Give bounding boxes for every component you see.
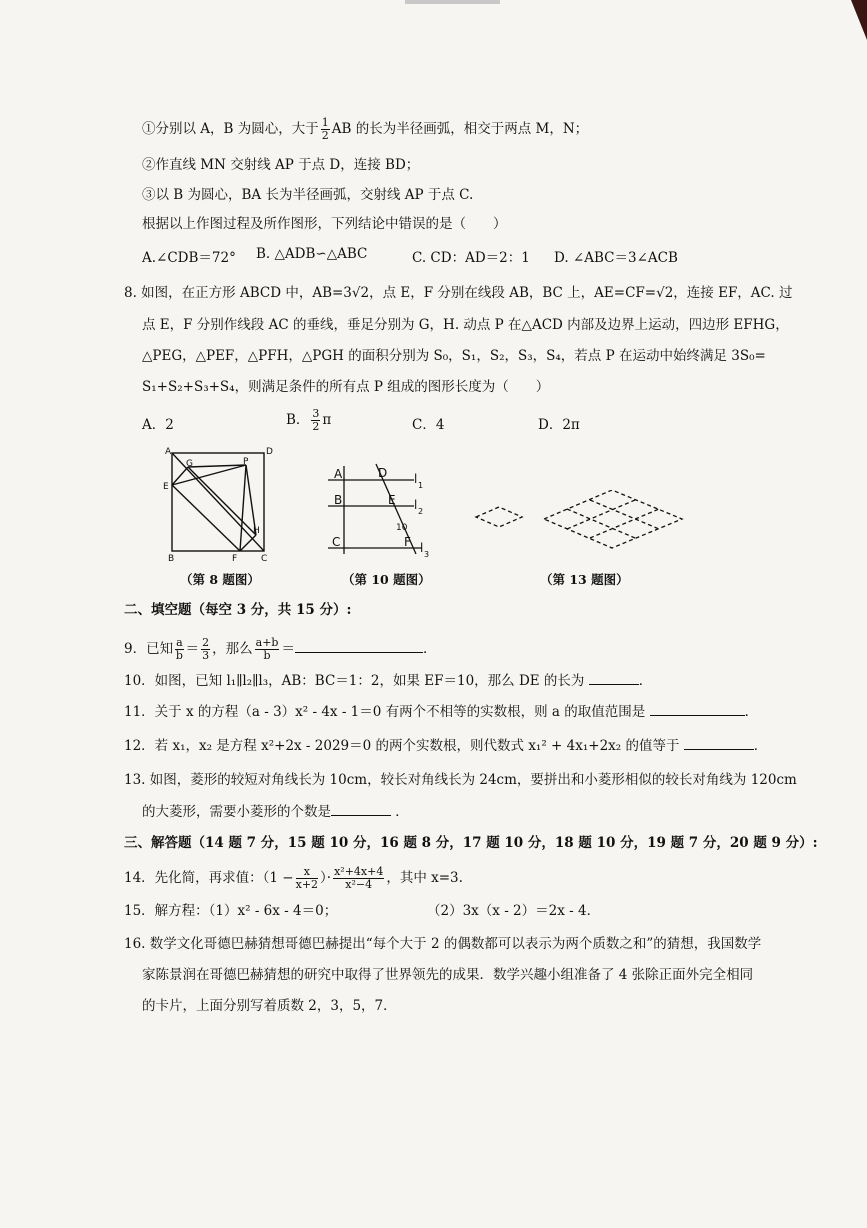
q8-option-c: C．4 [412,417,445,433]
fraction-quadratic [333,866,384,891]
q13-line2 [142,803,409,821]
sqrt-two: √2 [656,285,674,301]
answer-blank[interactable] [650,703,745,716]
label-d: D [266,447,273,457]
fraction-denominator: 2 [312,420,320,433]
period: ． [638,673,653,689]
q8-line1-c: ，连接 EF，AC. 过 [673,285,793,301]
q7-step1 [142,117,588,142]
fraction-denominator: x²−4 [345,878,373,891]
q7-option-d: D. ∠ABC＝3∠ACB [554,250,678,266]
q8-option-b-label: B． [286,412,310,428]
label-l3-sub: 3 [424,550,430,558]
fraction-denominator: x+2 [295,878,319,891]
scan-smudge [405,0,500,4]
label-l2-sub: 2 [418,507,424,516]
q7-step1-text: ①分别以 A，B 为圆心，大于 [142,121,319,137]
fraction-denominator: 3 [202,649,210,662]
q8-line3: △PEG，△PEF，△PFH，△PGH 的面积分别为 S₀，S₁，S₂，S₃，S₄，若点 P 在运动中始终满足 3S₀= [142,348,766,364]
label-l2: l [414,498,418,512]
page-corner-shadow [851,0,867,40]
q16-line2: 家陈景润在哥德巴赫猜想的研究中取得了世界领先的成果．数学兴趣小组准备了 4 张除正面外完全相同 [142,967,754,983]
segment-ef [172,485,240,551]
q15-part2: （2）3x（x - 2）＝2x - 4． [427,903,601,919]
figure-8-square [160,445,280,563]
q9-prefix: 9．已知 [124,641,174,657]
fraction-a-plus-b-over-b [255,637,280,662]
label-f: F [404,535,411,549]
label-f: F [232,554,238,563]
q9 [124,637,436,662]
q8-line1 [124,284,793,302]
section-2-heading: 二、填空题（每空 3 分，共 15 分）: [124,602,352,618]
q7-question: 根据以上作图过程及所作图形，下列结论中错误的是（ ） [142,216,507,232]
label-e: E [163,482,169,492]
label-b: B [168,554,175,563]
q7-option-b: B. △ADB∽△ABC [256,246,368,262]
label-a: A [165,447,172,457]
period: ． [395,804,409,820]
q13-line2-text: 的大菱形，需要小菱形的个数是 [142,804,331,820]
answer-blank[interactable] [684,737,754,750]
equals-sign: ＝ [281,641,295,657]
q13-line1: 13. 如图，菱形的较短对角线长为 10cm，较长对角线长为 24cm，要拼出和小菱形相似的较长对角线为 120cm [124,772,797,788]
fraction-numerator: 1 [321,116,329,129]
q7-option-a: A.∠CDB＝72° [142,250,236,266]
period: ． [753,738,768,754]
q7-step1-end: AB 的长为半径画弧，相交于两点 M，N； [331,121,589,137]
fraction-numerator: a [176,636,183,649]
label-l1-sub: 1 [418,481,424,490]
figure-13-rhombus [470,490,700,562]
segment-ph [246,465,256,535]
fraction-denominator: b [175,649,183,662]
label-e: E [388,493,396,507]
label-c: C [332,535,341,549]
q14-end: ，其中 x=3. [386,870,463,886]
segment-pf [240,465,246,551]
q7-step1-fraction [321,117,330,142]
q14-mid: ）· [320,870,332,886]
q9-mid: ，那么 [212,641,253,657]
q10-text: 10．如图，已知 l₁∥l₂∥l₃，AB：BC＝1：2，如果 EF＝10，那么 DE 的长为 [124,673,585,689]
fraction-numerator: 2 [202,636,210,649]
q14-prefix: 14．先化简，再求值：（1 − [124,870,294,886]
q8-option-d: D．2π [538,417,580,433]
q8-line1-b: ，点 E，F 分别在线段 AB，BC 上，AE=CF= [369,285,657,301]
figure-8-caption: （第 8 题图） [180,572,260,587]
fraction-numerator: x [296,866,318,879]
q7-option-c: C. CD：AD＝2：1 [412,250,530,266]
q8-line2: 点 E，F 分别作线段 AC 的垂线，垂足分别为 G，H. 动点 P 在△ACD 内部及边界上运动，四边形 EFHG， [142,317,789,333]
sqrt-two: √2 [351,285,370,301]
label-l1: l [414,472,418,486]
period: ． [744,704,759,720]
q8-option-b [286,408,331,433]
answer-blank[interactable] [295,640,423,653]
label-h: H [253,526,260,536]
answer-blank[interactable] [589,672,639,685]
large-rhombus [544,490,682,548]
q12-text: 12．若 x₁，x₂ 是方程 x²+2x - 2029＝0 的两个实数根，则代数式 x₁² + 4x₁+2x₂ 的值等于 [124,738,680,754]
q8-line4: S₁+S₂+S₃+S₄，则满足条件的所有点 P 组成的图形长度为（ ） [142,379,550,395]
label-a: A [334,467,343,481]
q14 [124,866,463,891]
label-l3: l [420,541,424,555]
fraction-numerator: a+b [255,636,279,649]
figure-10-parallel-lines [322,458,437,558]
q16-line3: 的卡片，上面分别写着质数 2，3，5，7． [142,998,397,1014]
q15-part1: 15．解方程：（1）x² - 6x - 4＝0； [124,903,338,919]
q8-line1-a: 8. 如图，在正方形 ABCD 中，AB=3 [124,285,352,301]
q7-step2: ②作直线 MN 交射线 AP 于点 D，连接 BD； [142,157,420,173]
fraction-numerator: 3 [312,407,320,420]
label-c: C [261,554,268,563]
fraction-denominator: b [263,649,271,662]
q10 [124,672,652,690]
q16-line1: 16. 数学文化哥德巴赫猜想哥德巴赫提出“每个大于 2 的偶数都可以表示为两个质数之和”的猜想，我国数学 [124,936,762,952]
period: ． [422,641,437,657]
q8-option-a: A．2 [142,417,174,433]
label-10: 10 [396,523,408,533]
label-p: P [243,457,249,467]
answer-blank[interactable] [331,803,391,816]
q11 [124,703,758,721]
perp-fh [240,535,256,551]
fraction-numerator: x²+4x+4 [334,865,384,878]
fraction-x-over-x-plus-2 [296,866,318,891]
figure-10-caption: （第 10 题图） [342,572,431,587]
q11-text: 11．关于 x 的方程（a - 3）x² - 4x - 1＝0 有两个不相等的实数根，则 a 的取值范围是 [124,704,646,720]
fraction-a-over-b [175,637,184,662]
fraction-denominator: 2 [321,129,329,142]
label-d: D [378,466,388,480]
figure-13-caption: （第 13 题图） [540,572,629,587]
section-3-heading: 三、解答题（14 题 7 分，15 题 10 分，16 题 8 分，17 题 10 分，18 题 10 分，19 题 7 分，20 题 9 分）: [124,835,818,851]
small-rhombus [476,507,522,527]
equals-sign: ＝ [185,641,200,657]
fraction-two-thirds [201,637,210,662]
q12 [124,737,767,755]
label-g: G [186,459,193,469]
q7-step3: ③以 B 为圆心，BA 长为半径画弧，交射线 AP 于点 C. [142,187,474,203]
pi-symbol: π [322,412,332,428]
label-b: B [334,493,343,507]
three-halves-fraction [311,408,320,433]
segment-pe [172,465,246,485]
